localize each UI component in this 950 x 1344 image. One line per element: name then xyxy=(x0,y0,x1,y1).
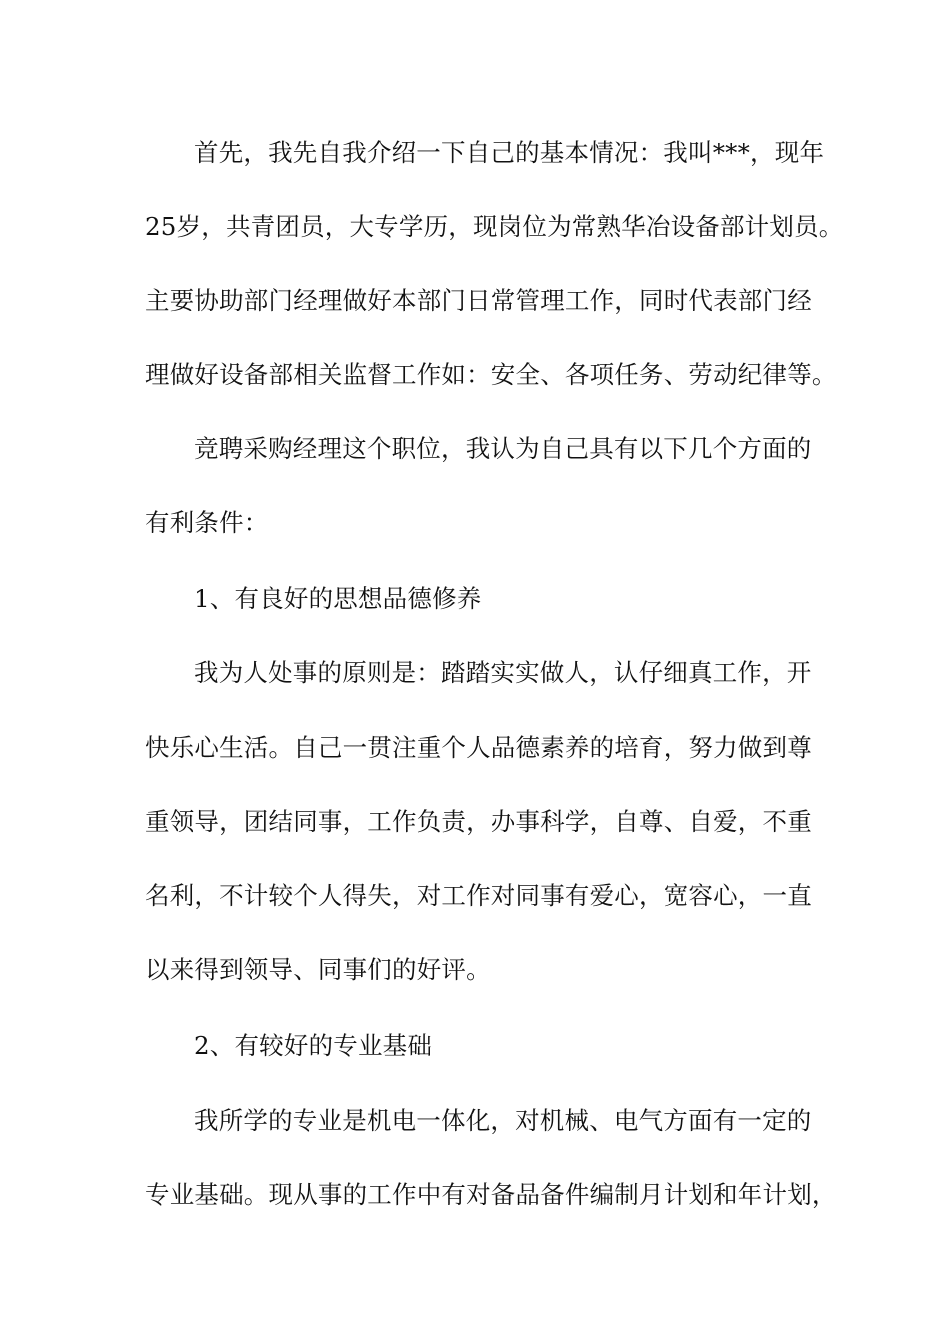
paragraph-line: 25岁，共青团员，大专学历，现岗位为常熟华冶设备部计划员。 xyxy=(145,212,844,241)
section-heading: 2、有较好的专业基础 xyxy=(194,1031,433,1060)
paragraph-line: 理做好设备部相关监督工作如：安全、各项任务、劳动纪律等。 xyxy=(145,360,837,389)
paragraph-line: 快乐心生活。自己一贯注重个人品德素养的培育，努力做到尊 xyxy=(145,733,812,762)
paragraph-line: 竞聘采购经理这个职位，我认为自己具有以下几个方面的 xyxy=(194,434,812,463)
paragraph-line: 专业基础。现从事的工作中有对备品备件编制月计划和年计划， xyxy=(145,1180,837,1209)
paragraph-line: 以来得到领导、同事们的好评。 xyxy=(145,955,491,984)
paragraph-line: 有利条件： xyxy=(145,508,269,537)
paragraph-line: 我所学的专业是机电一体化，对机械、电气方面有一定的 xyxy=(194,1106,812,1135)
section-heading: 1、有良好的思想品德修养 xyxy=(194,584,482,613)
paragraph-line: 首先，我先自我介绍一下自己的基本情况：我叫***，现年 xyxy=(194,138,825,167)
paragraph-line: 我为人处事的原则是：踏踏实实做人，认仔细真工作，开 xyxy=(194,658,812,687)
paragraph-line: 名利，不计较个人得失，对工作对同事有爱心，宽容心，一直 xyxy=(145,881,812,910)
paragraph-line: 重领导，团结同事，工作负责，办事科学，自尊、自爱，不重 xyxy=(145,807,812,836)
paragraph-line: 主要协助部门经理做好本部门日常管理工作，同时代表部门经 xyxy=(145,286,812,315)
